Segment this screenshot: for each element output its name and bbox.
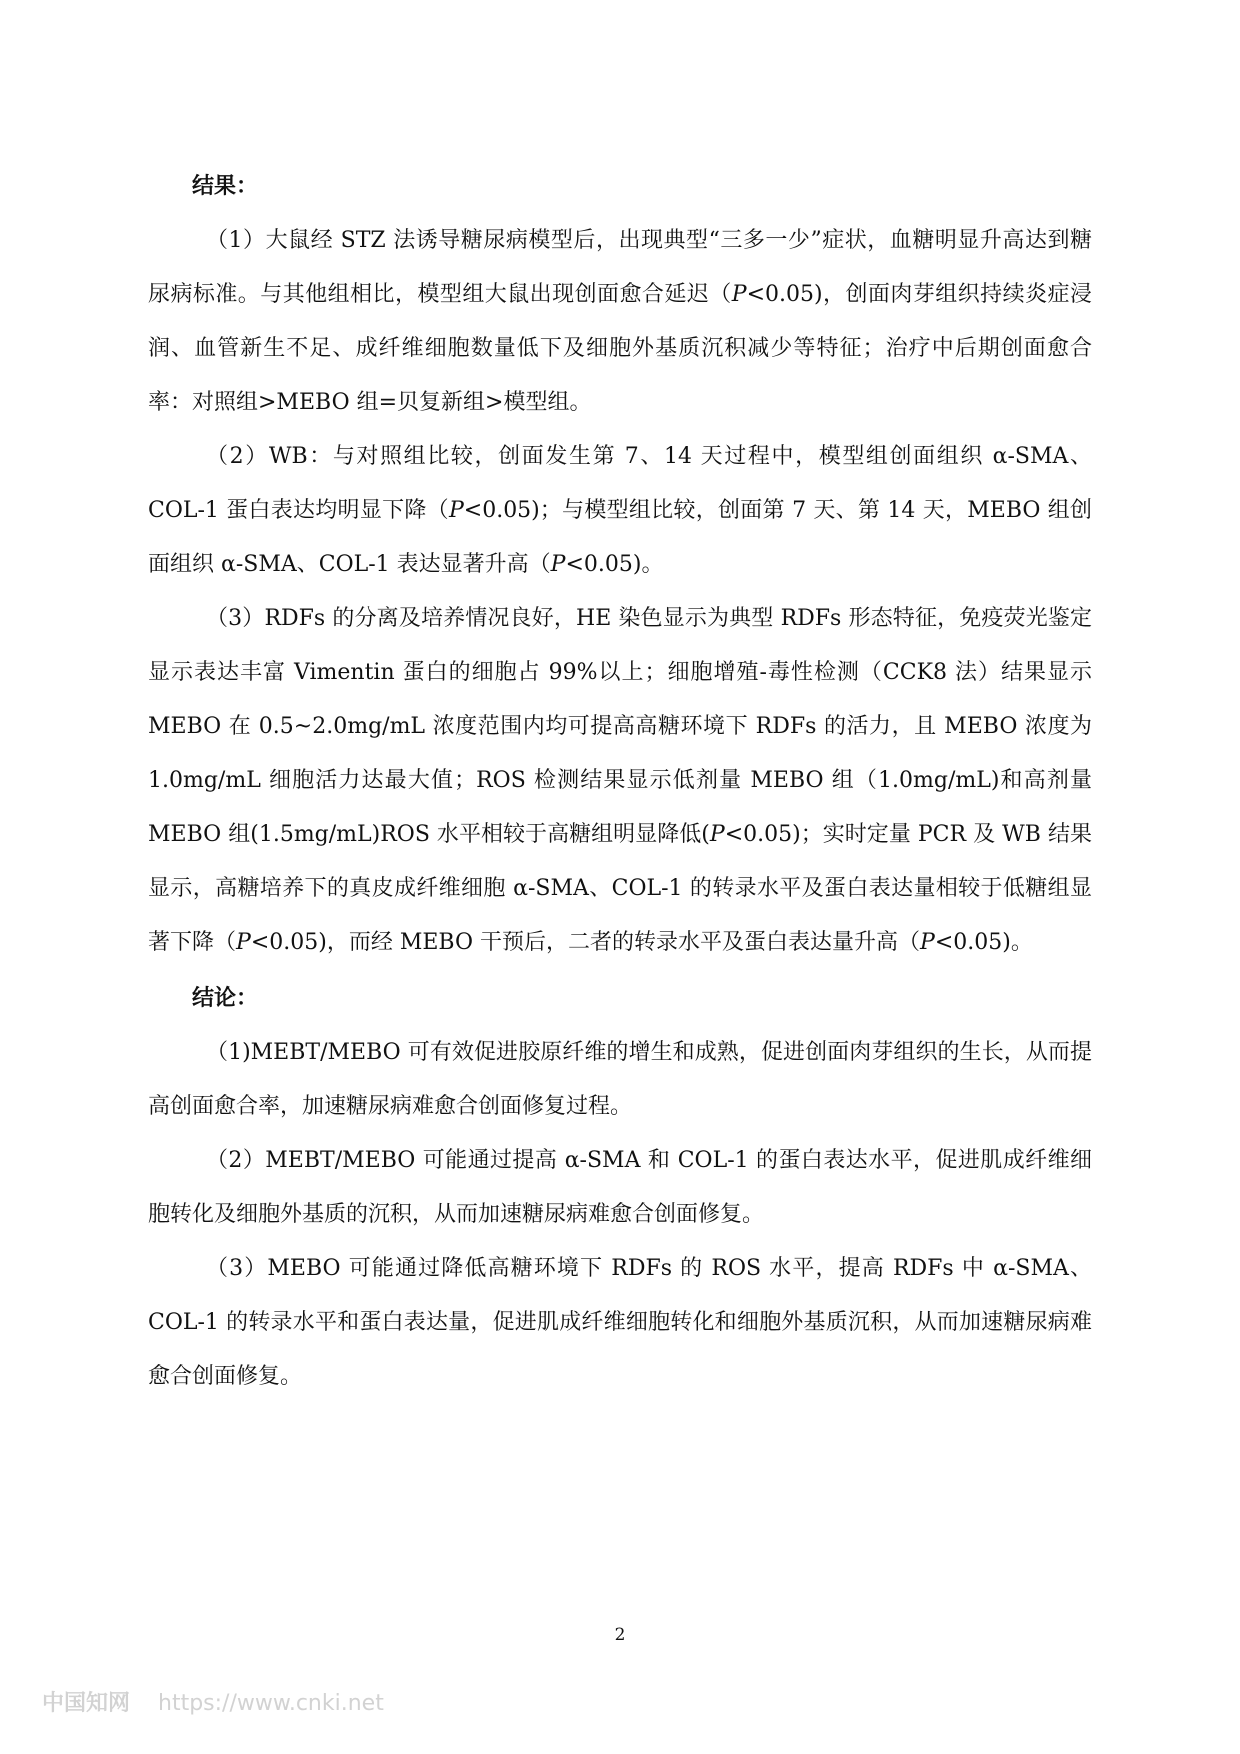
- watermark-brand: 中国知网: [42, 1691, 131, 1716]
- results-paragraph-3: （3）RDFs 的分离及培养情况良好，HE 染色显示为典型 RDFs 形态特征，免疫荧光鉴定显示表达丰富 Vimentin 蛋白的细胞占 99%以上；细胞增殖-毒性检测（CCK8 法）结果显示 MEBO 在 0.5~2.0mg/mL 浓度范围内均可提高高糖环境下 RDFs 的活力，且 MEBO 浓度为 1.0mg/mL 细胞活力达最大值；ROS 检测结果显示低剂量 MEBO 组（1.0mg/mL)和高剂量 MEBO 组(1.5mg/mL)ROS 水平相较于高糖组明显降低(P<0.05)；实时定量 PCR 及 WB 结果显示，高糖培养下的真皮成纤维细胞 α-SMA、COL-1 的转录水平及蛋白表达量相较于低糖组显著下降（P<0.05)，而经 MEBO 干预后，二者的转录水平及蛋白表达量升高（P<0.05)。: [148, 606, 1092, 955]
- results-heading: 结果：: [192, 173, 259, 199]
- results-paragraph-1: （1）大鼠经 STZ 法诱导糖尿病模型后，出现典型“三多一少”症状，血糖明显升高达到糖尿病标准。与其他组相比，模型组大鼠出现创面愈合延迟（P<0.05)，创面肉芽组织持续炎症浸润、血管新生不足、成纤维细胞数量低下及细胞外基质沉积减少等特征；治疗中后期创面愈合率：对照组>MEBO 组=贝复新组>模型组。: [148, 228, 1092, 415]
- results-paragraph-2: （2）WB：与对照组比较，创面发生第 7、14 天过程中，模型组创面组织 α-SMA、COL-1 蛋白表达均明显下降（P<0.05)；与模型组比较，创面第 7 天、第 14 天，MEBO 组创面组织 α-SMA、COL-1 表达显著升高（P<0.05)。: [148, 444, 1092, 577]
- conclusions-paragraph-3: （3）MEBO 可能通过降低高糖环境下 RDFs 的 ROS 水平，提高 RDFs 中 α-SMA、COL-1 的转录水平和蛋白表达量，促进肌成纤维细胞转化和细胞外基质沉积，从而加速糖尿病难愈合创面修复。: [148, 1256, 1092, 1389]
- watermark-url: https://www.cnki.net: [158, 1691, 384, 1716]
- page-number: 2: [614, 1625, 626, 1645]
- conclusions-paragraph-2: （2）MEBT/MEBO 可能通过提高 α-SMA 和 COL-1 的蛋白表达水平，促进肌成纤维细胞转化及细胞外基质的沉积，从而加速糖尿病难愈合创面修复。: [148, 1148, 1092, 1227]
- document-body: [148, 158, 1092, 1404]
- conclusions-heading: 结论：: [192, 985, 259, 1011]
- cnki-watermark: [42, 1686, 384, 1717]
- conclusions-paragraph-1: （1)MEBT/MEBO 可有效促进胶原纤维的增生和成熟，促进创面肉芽组织的生长，从而提高创面愈合率，加速糖尿病难愈合创面修复过程。: [148, 1040, 1092, 1119]
